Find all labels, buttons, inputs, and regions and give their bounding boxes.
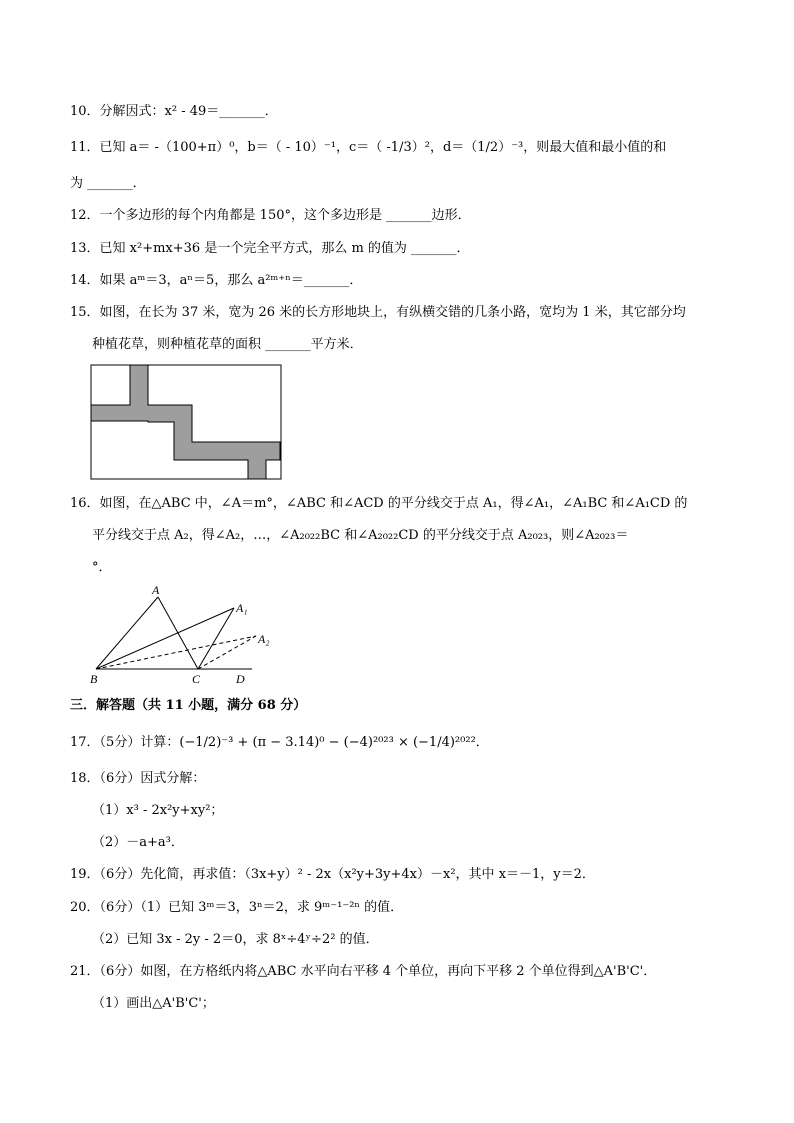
label-d: D: [236, 672, 245, 686]
label-a1: A₁: [236, 601, 248, 615]
question-12: 12．一个多边形的每个内角都是 150°，这个多边形是 _______边形．: [70, 208, 471, 223]
question-21-part-1: （1）画出△A'B'C'；: [92, 996, 215, 1011]
label-c: C: [192, 672, 201, 686]
question-18: 18．（6分）因式分解：: [70, 771, 206, 786]
question-15-line-2: 种植花草，则种植花草的面积 _______平方米．: [92, 337, 363, 352]
question-11-line-2: 为 _______．: [70, 176, 146, 191]
question-21: 21．（6分）如图，在方格纸内将△ABC 水平向右平移 4 个单位，再向下平移 2 个单位得到△A'B'C'．: [70, 964, 657, 979]
question-16-line-2: 平分线交于点 A₂，得∠A₂，…，∠A₂₀₂₂BC 和∠A₂₀₂₂CD 的平分线交于点 A₂₀₂₃，则∠A₂₀₂₃＝: [92, 528, 629, 543]
question-18-part-2: （2）－a+a³．: [92, 835, 184, 850]
rectangular-field-figure: [90, 364, 284, 482]
question-19: 19．（6分）先化简，再求值：（3x+y）² - 2x（x²y+3y+4x）－x²，其中 x＝－1，y＝2．: [70, 867, 595, 882]
question-15-line-1: 15．如图，在长为 37 米，宽为 26 米的长方形地块上，有纵横交错的几条小路，宽均为 1 米，其它部分均: [70, 305, 686, 320]
label-a2: A₂: [258, 632, 270, 646]
line-ca2: [198, 636, 256, 669]
question-20: 20．（6分）（1）已知 3ᵐ＝3，3ⁿ＝2，求 9ᵐ⁻¹⁻²ⁿ 的值．: [70, 900, 404, 915]
line-ca1: [198, 608, 234, 669]
triangle-bisector-figure: [84, 580, 284, 686]
question-13: 13．已知 x²+mx+36 是一个完全平方式，那么 m 的值为 _______．: [70, 241, 470, 256]
label-b: B: [90, 672, 98, 686]
question-20-part-2: （2）已知 3x - 2y - 2＝0，求 8ˣ÷4ʸ÷2² 的值．: [92, 932, 379, 947]
question-17: 17．（5分）计算：(−1/2)⁻³ + (π − 3.14)⁰ − (−4)²⁰²³ × (−1/4)²⁰²²．: [70, 735, 489, 750]
question-18-part-1: （1）x³ - 2x²y+xy²；: [92, 803, 224, 818]
question-10: 10．分解因式：x² - 49＝_______．: [70, 104, 278, 119]
label-a: A: [152, 583, 160, 597]
side-ab: [96, 597, 158, 669]
question-14: 14．如果 aᵐ＝3，aⁿ＝5，那么 a²ᵐ⁺ⁿ＝_______．: [70, 273, 363, 288]
question-11-line-1: 11．已知 a＝ -（100+π）⁰，b＝（ - 10）⁻¹，c＝（ -1/3）²，d＝（1/2）⁻³，则最大值和最小值的和: [70, 140, 667, 155]
question-16-line-3: °．: [92, 560, 112, 575]
question-16-line-1: 16．如图，在△ABC 中，∠A＝m°，∠ABC 和∠ACD 的平分线交于点 A₁，得∠A₁，∠A₁BC 和∠A₁CD 的: [70, 496, 688, 511]
section-3-heading: 三．解答题（共 11 小题，满分 68 分）: [70, 698, 307, 713]
